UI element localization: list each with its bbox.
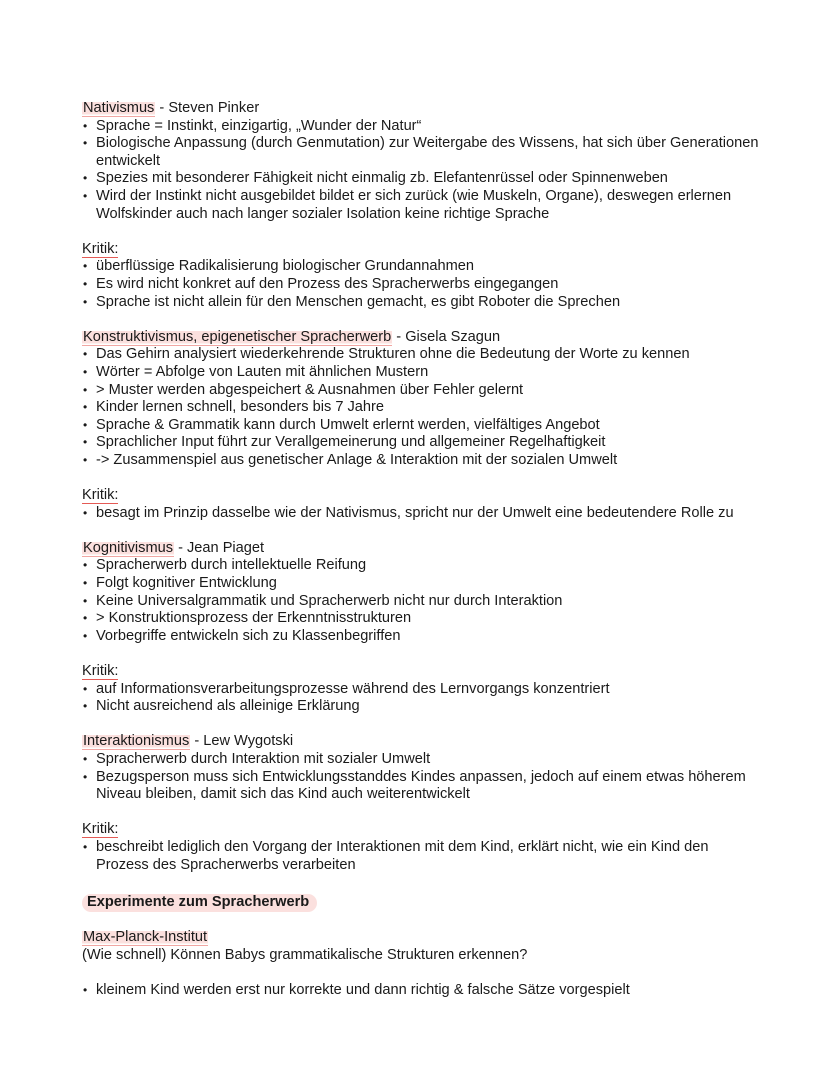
section-title: Nativismus [83,100,155,116]
list-item: • Spracherwerb durch Interaktion mit sozialer Umwelt [82,751,762,769]
list-item: • Kinder lernen schnell, besonders bis 7 Jahre [82,399,762,417]
experiments-title: Experimente zum Spracherwerb [82,894,317,912]
list-item: • Vorbegriffe entwickeln sich zu Klassenbegriffen [82,628,762,646]
list-item: • Nicht ausreichend als alleinige Erklärung [82,698,762,716]
section-author: - Gisela Szagun [392,328,501,345]
section-kognitivismus [82,540,762,716]
bullet-list [82,557,762,645]
experiment-question: (Wie schnell) Können Babys grammatikalische Strukturen erkennen? [82,946,528,963]
kritik-list [82,681,762,716]
section-konstruktivismus [82,329,762,523]
list-item: • Bezugsperson muss sich Entwicklungsstanddes Kindes anpassen, jedoch auf einem etwas höherem Niveau bleiben, damit sich das Kind auch weiterentwickelt [82,769,762,804]
bullet-list [82,751,762,804]
kritik-list [82,505,762,523]
experiment-list [82,982,762,1000]
kritik-label: Kritik: [82,487,119,504]
list-item: • Es wird nicht konkret auf den Prozess des Spracherwerbs eingegangen [82,276,762,294]
section-heading [82,733,762,751]
section-heading [82,540,762,558]
list-item: • auf Informationsverarbeitungsprozesse während des Lernvorgangs konzentriert [82,681,762,699]
experiments-heading [82,894,762,912]
document-page [82,100,762,1000]
kritik-label: Kritik: [82,821,119,838]
list-item: • > Konstruktionsprozess der Erkenntnisstrukturen [82,610,762,628]
list-item: • Sprache ist nicht allein für den Menschen gemacht, es gibt Roboter die Sprechen [82,294,762,312]
section-author: - Steven Pinker [155,100,260,116]
section-heading [82,100,762,118]
kritik-heading [82,241,762,259]
section-interaktionismus [82,733,762,874]
list-item: • > Muster werden abgespeichert & Ausnahmen über Fehler gelernt [82,382,762,400]
list-item: • überflüssige Radikalisierung biologischer Grundannahmen [82,258,762,276]
list-item: • Wörter = Abfolge von Lauten mit ähnlichen Mustern [82,364,762,382]
kritik-list [82,839,762,874]
list-item: • -> Zusammenspiel aus genetischer Anlage & Interaktion mit der sozialen Umwelt [82,452,762,470]
section-author: - Jean Piaget [174,539,265,556]
list-item: • Sprache & Grammatik kann durch Umwelt erlernt werden, vielfältiges Angebot [82,417,762,435]
list-item: • besagt im Prinzip dasselbe wie der Nativismus, spricht nur der Umwelt eine bedeutendere Rolle zu [82,505,762,523]
institute-heading [82,929,762,947]
section-experimente [82,894,762,1000]
list-item: • Wird der Instinkt nicht ausgebildet bildet er sich zurück (wie Muskeln, Organe), deswegen erlernen Wolfskinder auch nach langer sozialer Isolation keine richtige Sprache [82,188,762,223]
kritik-heading [82,663,762,681]
section-title: Interaktionismus [83,733,190,750]
list-item: • Keine Universalgrammatik und Spracherwerb nicht nur durch Interaktion [82,593,762,611]
list-item: • Spezies mit besonderer Fähigkeit nicht einmalig zb. Elefantenrüssel oder Spinnenweben [82,170,762,188]
section-heading [82,329,762,347]
list-item: • beschreibt lediglich den Vorgang der Interaktionen mit dem Kind, erklärt nicht, wie ein Kind den Prozess des Spracherwerbs verarbeiten [82,839,762,874]
kritik-label: Kritik: [82,240,119,257]
bullet-list [82,346,762,469]
kritik-heading [82,487,762,505]
list-item: • Das Gehirn analysiert wiederkehrende Strukturen ohne die Bedeutung der Worte zu kennen [82,346,762,364]
list-item: • Spracherwerb durch intellektuelle Reifung [82,557,762,575]
section-nativismus [82,100,762,311]
kritik-label: Kritik: [82,663,119,679]
institute-title: Max-Planck-Institut [83,929,208,946]
kritik-list [82,258,762,311]
section-title: Konstruktivismus, epigenetischer Spracherwerb [83,328,392,345]
section-title: Kognitivismus [83,539,174,556]
list-item: • Folgt kognitiver Entwicklung [82,575,762,593]
kritik-heading [82,821,762,839]
list-item: • Sprache = Instinkt, einzigartig, „Wunder der Natur“ [82,118,762,136]
list-item: • Biologische Anpassung (durch Genmutation) zur Weitergabe des Wissens, hat sich über Generationen entwickelt [82,135,762,170]
section-author: - Lew Wygotski [190,733,294,750]
list-item: • Sprachlicher Input führt zur Verallgemeinerung und allgemeiner Regelhaftigkeit [82,434,762,452]
bullet-list [82,118,762,224]
list-item: • kleinem Kind werden erst nur korrekte und dann richtig & falsche Sätze vorgespielt [82,982,762,1000]
